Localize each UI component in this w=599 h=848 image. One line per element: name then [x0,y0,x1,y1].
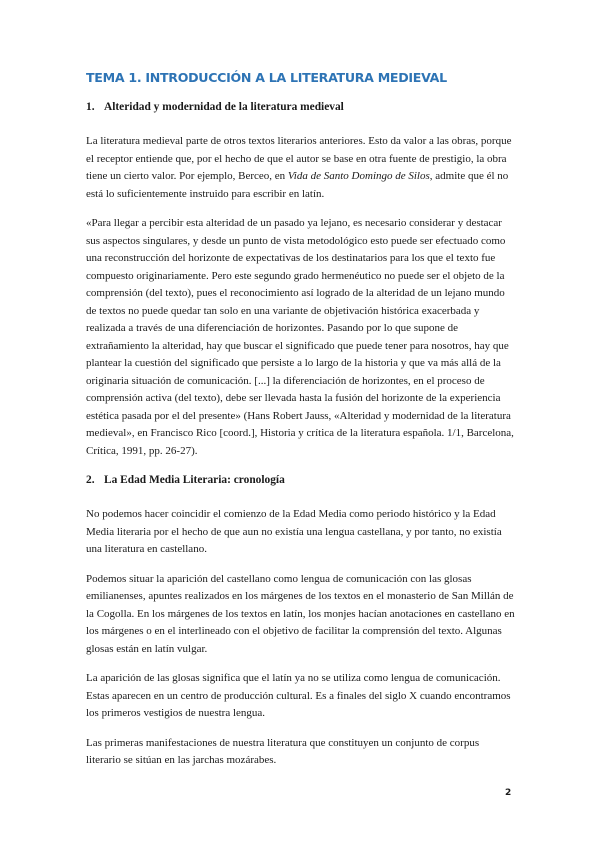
book-title-italic: Vida de Santo Domingo de Silos [287,170,430,182]
paragraph-4: La aparición de las glosas significa que el latín ya no se utiliza como lengua de comunicación. Estas aparecen en un centro de producción cultural. Es a finales del siglo X cuando encontramos los primeros vestigios de nuestra lengua. [86,672,511,719]
section-heading-1 [86,99,516,115]
page-content [86,70,516,782]
document-title: TEMA 1. INTRODUCCIÓN A LA LITERATURA MEDIEVAL [86,70,447,85]
paragraph-5: Las primeras manifestaciones de nuestra literatura que constituyen un conjunto de corpus literario se sitúan en las jarchas mozárabes. [86,736,480,766]
section-number-2: 2. [86,474,95,486]
quote-paragraph: «Para llegar a percibir esta alteridad de un pasado ya lejano, es necesario considerar y destacar sus aspectos singulares, y desde un punto de vista metodológico esto puede ser efectuado como una reconstrucción del horizonte de expectativas de los destinatarios para los que el texto fue compuesto originariamente. Pero este segundo grado hermenéutico no puede ser el objeto de la comprensión (del texto), pues el reconocimiento así logrado de la alteridad de un lejano mundo de textos no puede quedar tan solo en una variante de objetivación histórica exacerbada y realizada a través de una diferenciación de horizontes. Pasando por lo que supone de extrañamiento la alteridad, hay que buscar el significado que puede tener para nosotros, hay que plantear la cuestión del significado que persiste a lo largo de la historia y que va más allá de la originaria situación de comunicación. [...] la diferenciación de horizontes, en el proceso de comprensión activa (del texto), debe ser llevada hasta la fusión del horizonte de la experiencia estética pasada por el del presente» (Hans Robert Jauss, «Alteridad y modernidad de la literatura medieval», en Francisco Rico [coord.], Historia y crítica de la literatura española. 1/1, Barcelona, Crítica, 1991, pp. 26-27). [86,217,514,457]
page-number: 2 [505,788,512,798]
paragraph-3: Podemos situar la aparición del castellano como lengua de comunicación con las glosas emilianenses, apuntes realizados en los márgenes de los textos en el monasterio de San Millán de la Cogolla. En los márgenes de los textos en latín, los monjes hacían anotaciones en castellano en los márgenes o en el interlineado con el objetivo de facilitar la comprensión del texto. Algunas glosas están en latín vulgar. [86,572,515,655]
section-number-1: 1. [86,101,95,113]
paragraph-1 [86,133,516,203]
paragraph-1-start: La literatura medieval parte de otros textos literarios anteriores. Esto da valor a las obras, porque el receptor entiende que, por el hecho de que el autor se base en otra fuente de prestigio, la obra tiene un cierto valor. Por ejemplo, Berceo, en [86,135,512,182]
paragraph-1-end: , admite que él no está lo suficientemente instruido para escribir en latín. [86,170,509,200]
section-heading-2 [86,472,516,488]
section-heading-text-1: Alteridad y modernidad de la literatura medieval [104,101,344,113]
paragraph-2: No podemos hacer coincidir el comienzo de la Edad Media como periodo histórico y la Edad Media literaria por el hecho de que aun no existía una lengua castellana, y por tanto, no existía una literatura en castellano. [86,508,502,555]
section-heading-text-2: La Edad Media Literaria: cronología [104,474,285,486]
